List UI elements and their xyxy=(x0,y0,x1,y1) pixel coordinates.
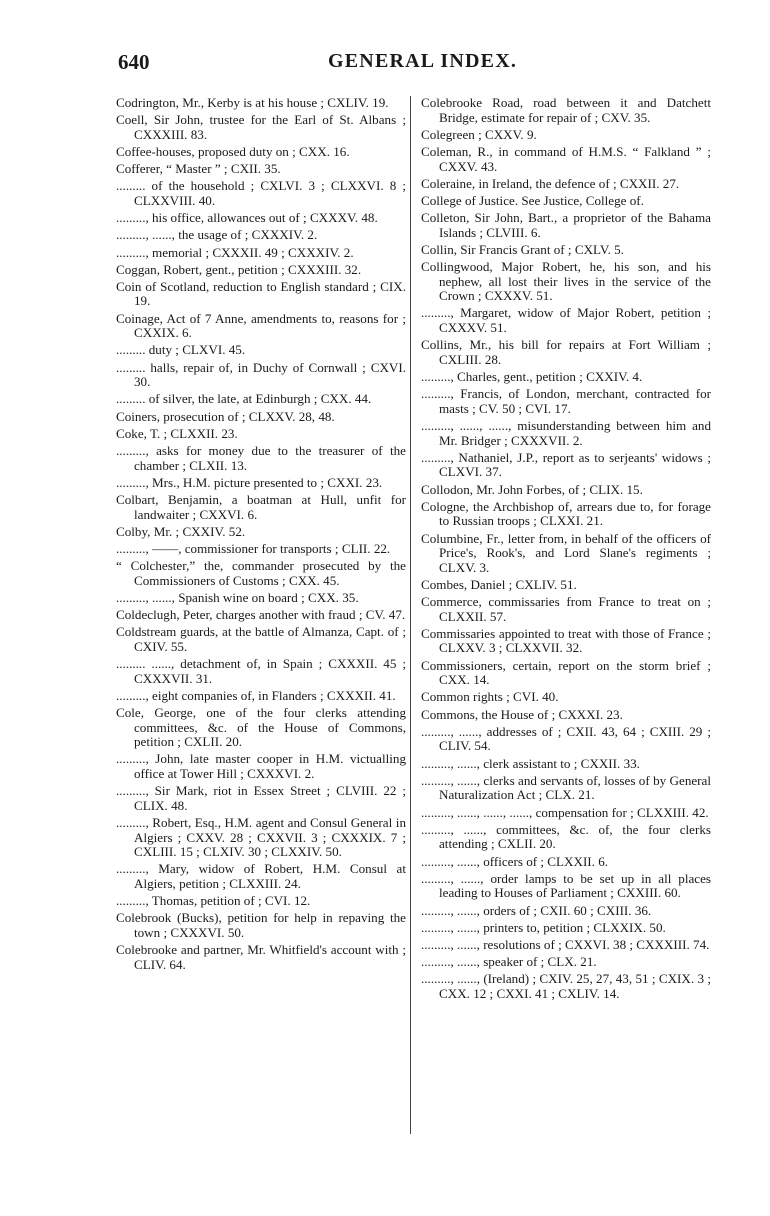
index-entry: ........., ......, committees, &c. of, the four clerks attending ; CXLII. 20. xyxy=(421,821,711,852)
index-entry: ........., Sir Mark, riot in Essex Street ; CLVIII. 22 ; CLIX. 48. xyxy=(116,783,406,813)
index-entry: Coldeclugh, Peter, charges another with fraud ; CV. 47. xyxy=(116,607,406,623)
index-entry: ........., Mary, widow of Robert, H.M. Consul at Algiers, petition ; CLXXIII. 24. xyxy=(116,861,406,891)
index-entry: ......... ......, detachment of, in Spain ; CXXXII. 45 ; CXXXVII. 31. xyxy=(116,656,406,686)
index-entry: ........., Mrs., H.M. picture presented to ; CXXI. 23. xyxy=(116,474,383,490)
index-entry: Collins, Mr., his bill for repairs at Fort William ; CXLIII. 28. xyxy=(421,337,711,367)
index-entry: Codrington, Mr., Kerby is at his house ; CXLIV. 19. xyxy=(116,95,389,110)
index-entry: Colleton, Sir John, Bart., a proprietor of the Bahama Islands ; CLVIII. 6. xyxy=(421,210,711,240)
index-entry: Coin of Scotland, reduction to English standard ; CIX. 19. xyxy=(116,278,406,309)
index-entry: Coinage, Act of 7 Anne, amendments to, reasons for ; CXXIX. 6. xyxy=(116,310,406,341)
index-entry: ........., Nathaniel, J.P., report as to serjeants' widows ; CLXVI. 37. xyxy=(421,449,711,480)
index-entry: Colegreen ; CXXV. 9. xyxy=(421,126,537,142)
index-column-left xyxy=(116,96,406,975)
index-entry: ........., ......, (Ireland) ; CXIV. 25, 27, 43, 51 ; CXIX. 3 ; CXX. 12 ; CXXI. 41 ; CXLIV. 14. xyxy=(421,971,711,1001)
index-entry: Collingwood, Major Robert, he, his son, and his nephew, all lost their lives in the service of the Crown ; CXXXV. 51. xyxy=(421,259,711,304)
index-entry: ......... duty ; CLXVI. 45. xyxy=(116,342,246,358)
index-entry: Colby, Mr. ; CXXIV. 52. xyxy=(116,523,246,539)
index-entry: Common rights ; CVI. 40. xyxy=(421,689,559,705)
index-entry: Colebrooke and partner, Mr. Whitfield's account with ; CLIV. 64. xyxy=(116,942,406,972)
index-entry: ........., ——, commissioner for transports ; CLII. 22. xyxy=(116,540,391,556)
index-entry: Coke, T. ; CLXXII. 23. xyxy=(116,425,238,441)
index-entry: ........., ......, orders of ; CXII. 60 ; CXIII. 36. xyxy=(421,902,652,918)
index-entry: Coldstream guards, at the battle of Almanza, Capt. of ; CXIV. 55. xyxy=(116,624,406,654)
index-entry: Coell, Sir John, trustee for the Earl of St. Albans ; CXXXIII. 83. xyxy=(116,112,406,142)
index-entry: ........., Margaret, widow of Major Robert, petition ; CXXXV. 51. xyxy=(421,305,711,336)
index-entry: ......... halls, repair of, in Duchy of Cornwall ; CXVI. 30. xyxy=(116,359,406,390)
index-entry: Colebrook (Bucks), petition for help in repaving the town ; CXXXVI. 50. xyxy=(116,910,406,940)
index-entry: ......... of the household ; CXLVI. 3 ; CLXXVI. 8 ; CLXXVIII. 40. xyxy=(116,178,406,208)
index-entry: ........., ......, clerk assistant to ; CXXII. 33. xyxy=(421,755,640,771)
index-entry: Colebrooke Road, road between it and Datchett Bridge, estimate for repair of ; CXV. 35. xyxy=(421,95,711,125)
index-entry: ........., ......, resolutions of ; CXXVI. 38 ; CXXXIII. 74. xyxy=(421,936,710,952)
index-entry: ........., ......, officers of ; CLXXII. 6. xyxy=(421,853,609,869)
index-entry: ......... of silver, the late, at Edinburgh ; CXX. 44. xyxy=(116,391,372,407)
index-entry: Colbart, Benjamin, a boatman at Hull, unfit for landwaiter ; CXXVI. 6. xyxy=(116,491,406,522)
page-header xyxy=(118,50,712,78)
column-divider xyxy=(410,96,411,1134)
index-entry: ........., ......, speaker of ; CLX. 21. xyxy=(421,954,597,970)
index-entry: ........., ......, printers to, petition ; CLXXIX. 50. xyxy=(421,919,666,935)
index-entry: ........., ......, Spanish wine on board ; CXX. 35. xyxy=(116,589,359,605)
index-entry: ........., asks for money due to the treasurer of the chamber ; CLXII. 13. xyxy=(116,442,406,473)
index-entry: Commissioners, certain, report on the storm brief ; CXX. 14. xyxy=(421,657,711,688)
index-entry: Cofferer, “ Master ” ; CXII. 35. xyxy=(116,161,281,177)
index-entry: ........., Thomas, petition of ; CVI. 12. xyxy=(116,893,311,909)
index-entry: ........., ......, ......, ......, compensation for ; CLXXIII. 42. xyxy=(421,804,709,820)
index-entry: Coleraine, in Ireland, the defence of ; CXXII. 27. xyxy=(421,175,680,191)
index-entry: ........., eight companies of, in Flanders ; CXXXII. 41. xyxy=(116,687,396,703)
index-entry: Collodon, Mr. John Forbes, of ; CLIX. 15. xyxy=(421,481,643,497)
index-entry: ........., Francis, of London, merchant, contracted for masts ; CV. 50 ; CVI. 17. xyxy=(421,386,711,416)
index-entry: Commerce, commissaries from France to treat on ; CLXXII. 57. xyxy=(421,594,711,624)
index-entry: Columbine, Fr., letter from, in behalf of the officers of Price's, Rook's, and Lord Slane's regiments ; CLXV. 3. xyxy=(421,530,711,575)
index-entry: ........., ......, the usage of ; CXXXIV. 2. xyxy=(116,227,318,243)
index-entry: ........., his office, allowances out of ; CXXXV. 48. xyxy=(116,210,378,226)
index-entry: “ Colchester,” the, commander prosecuted by the Commissioners of Customs ; CXX. 45. xyxy=(116,558,406,588)
page-number: 640 xyxy=(118,50,150,74)
index-entry: Combes, Daniel ; CXLIV. 51. xyxy=(421,576,577,592)
index-entry: Coffee-houses, proposed duty on ; CXX. 16. xyxy=(116,143,350,159)
index-column-right xyxy=(421,96,711,1004)
index-entry: Commons, the House of ; CXXXI. 23. xyxy=(421,706,623,722)
index-entry: ........., John, late master cooper in H.M. victualling office at Tower Hill ; CXXXVI. 2. xyxy=(116,751,406,781)
index-entry: College of Justice. See Justice, College of. xyxy=(421,192,644,208)
index-entry: Commissaries appointed to treat with those of France ; CLXXV. 3 ; CLXXVII. 32. xyxy=(421,625,711,656)
running-title: GENERAL INDEX. xyxy=(328,50,518,72)
index-entry: ........., ......, clerks and servants of, losses of by General Naturalization Act ; CLX. 21. xyxy=(421,772,711,803)
index-entry: ........., ......, addresses of ; CXII. 43, 64 ; CXIII. 29 ; CLIV. 54. xyxy=(421,723,711,754)
index-entry: Cole, George, one of the four clerks attending committees, &c. of the House of Commons, petition ; CXLII. 20. xyxy=(116,705,406,750)
index-entry: Coggan, Robert, gent., petition ; CXXXIII. 32. xyxy=(116,261,362,277)
index-entry: Collin, Sir Francis Grant of ; CXLV. 5. xyxy=(421,241,624,257)
index-entry: ........., Charles, gent., petition ; CXXIV. 4. xyxy=(421,369,643,385)
index-entry: ........., memorial ; CXXXII. 49 ; CXXXIV. 2. xyxy=(116,244,354,260)
index-entry: Coiners, prosecution of ; CLXXV. 28, 48. xyxy=(116,408,335,424)
index-entry: Cologne, the Archbishop of, arrears due to, for forage to Russian troops ; CLXXI. 21. xyxy=(421,498,711,529)
index-entry: ........., Robert, Esq., H.M. agent and Consul General in Algiers ; CXXV. 28 ; CXXVII. 3 ; CXXXIX. 7 ; CXLIII. 15 ; CLXIV. 30 ; CLXXIV. 50. xyxy=(116,814,406,860)
index-entry: ........., ......, order lamps to be set up in all places leading to Houses of Parliament ; CXXIII. 60. xyxy=(421,870,711,901)
index-entry: Coleman, R., in command of H.M.S. “ Falkland ” ; CXXV. 43. xyxy=(421,143,711,174)
index-entry: ........., ......, ......, misunderstanding between him and Mr. Bridger ; CXXXVII. 2. xyxy=(421,418,711,448)
